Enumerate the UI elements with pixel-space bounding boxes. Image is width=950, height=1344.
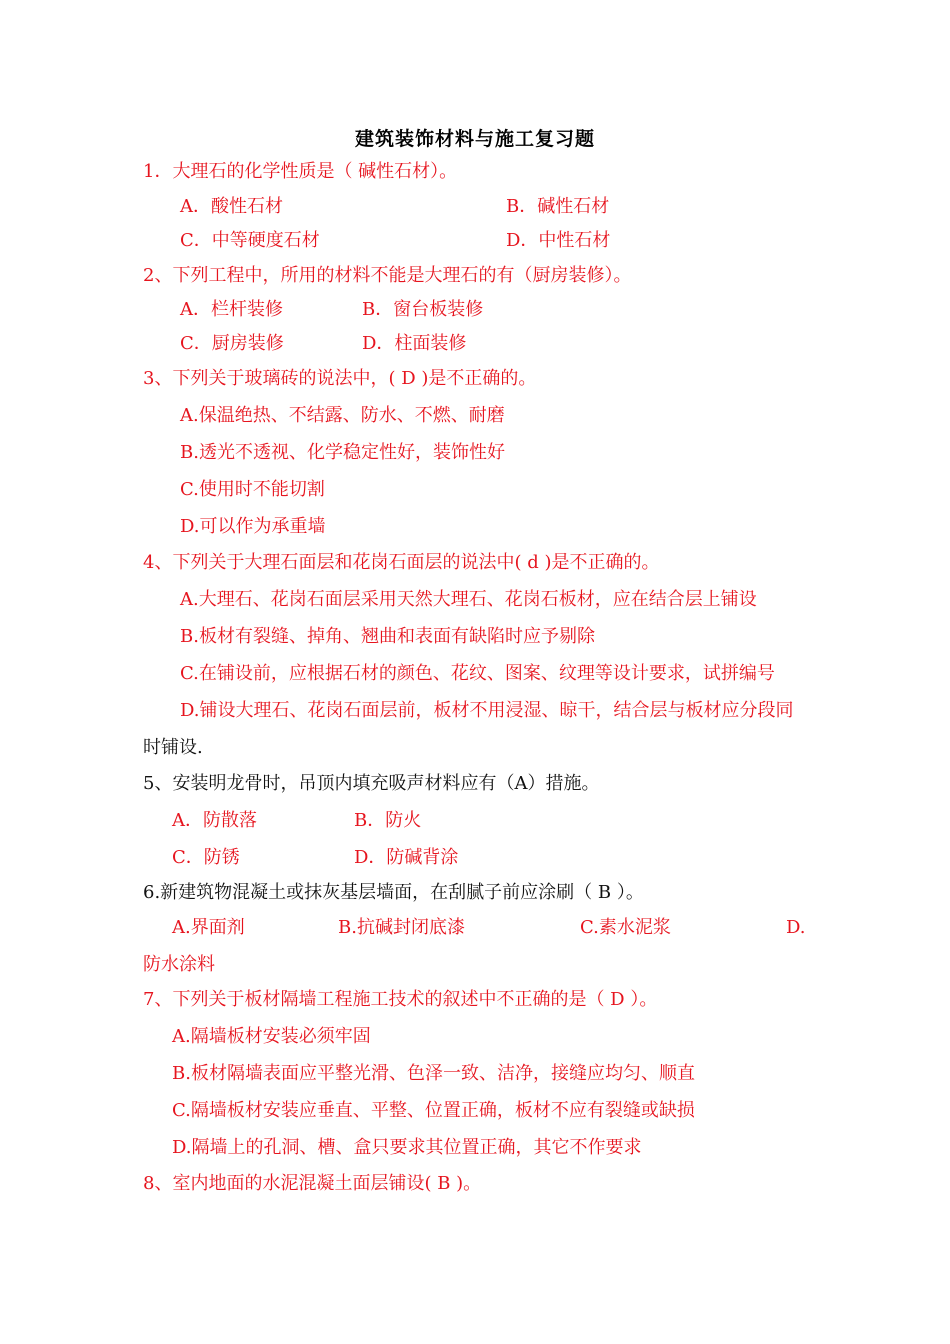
question-4-stem: 4、下列关于大理石面层和花岗石面层的说法中( d )是不正确的。 bbox=[143, 552, 660, 573]
question-3-option-d: D.可以作为承重墙 bbox=[180, 516, 326, 537]
question-5-stem: 5、安装明龙骨时，吊顶内填充吸声材料应有（A）措施。 bbox=[143, 773, 600, 794]
question-8-stem: 8、室内地面的水泥混凝土面层铺设( B )。 bbox=[143, 1173, 482, 1194]
question-1-option-d: D．中性石材 bbox=[506, 230, 611, 251]
question-6-option-d-line2: 防水涂料 bbox=[143, 954, 215, 975]
question-6-option-a: A.界面剂 bbox=[172, 917, 245, 938]
question-2-option-d: D．柱面装修 bbox=[362, 333, 467, 354]
question-5-option-a: A．防散落 bbox=[172, 810, 257, 831]
question-3-option-b: B.透光不透视、化学稳定性好，装饰性好 bbox=[180, 442, 505, 463]
question-7-option-d: D.隔墙上的孔洞、槽、盒只要求其位置正确，其它不作要求 bbox=[172, 1137, 642, 1158]
question-5-option-c: C．防锈 bbox=[172, 847, 240, 868]
question-7-option-a: A.隔墙板材安装必须牢固 bbox=[172, 1026, 371, 1047]
question-2-option-b: B．窗台板装修 bbox=[362, 299, 484, 320]
question-4-option-d-line2: 时铺设. bbox=[143, 737, 203, 758]
question-2-option-a: A．栏杆装修 bbox=[180, 299, 283, 320]
question-4-option-d-line1: D.铺设大理石、花岗石面层前，板材不用浸湿、晾干，结合层与板材应分段同 bbox=[180, 700, 794, 721]
question-4-option-a: A.大理石、花岗石面层采用天然大理石、花岗石板材，应在结合层上铺设 bbox=[180, 589, 757, 610]
question-1-option-c: C．中等硬度石材 bbox=[180, 230, 320, 251]
question-3-option-c: C.使用时不能切割 bbox=[180, 479, 325, 500]
question-6-option-d-line1: D. bbox=[786, 917, 806, 938]
question-1-option-b: B．碱性石材 bbox=[506, 196, 610, 217]
question-6-option-b: B.抗碱封闭底漆 bbox=[338, 917, 465, 938]
question-3-option-a: A.保温绝热、不结露、防水、不燃、耐磨 bbox=[180, 405, 505, 426]
document-title: 建筑装饰材料与施工复习题 bbox=[354, 128, 595, 150]
question-3-stem: 3、下列关于玻璃砖的说法中，( D )是不正确的。 bbox=[143, 368, 537, 389]
question-7-option-b: B.板材隔墙表面应平整光滑、色泽一致、洁净，接缝应均匀、顺直 bbox=[172, 1063, 695, 1084]
question-5-option-d: D．防碱背涂 bbox=[354, 847, 459, 868]
question-4-option-c: C.在铺设前，应根据石材的颜色、花纹、图案、纹理等设计要求，试拼编号 bbox=[180, 663, 775, 684]
question-6-option-c: C.素水泥浆 bbox=[580, 917, 671, 938]
question-1-stem: 1．大理石的化学性质是（ 碱性石材）。 bbox=[143, 161, 458, 182]
question-5-option-b: B．防火 bbox=[354, 810, 422, 831]
question-2-option-c: C．厨房装修 bbox=[180, 333, 284, 354]
question-1-option-a: A．酸性石材 bbox=[180, 196, 283, 217]
question-7-stem: 7、下列关于板材隔墙工程施工技术的叙述中不正确的是（ D ）。 bbox=[143, 989, 658, 1010]
question-6-stem: 6.新建筑物混凝土或抹灰基层墙面，在刮腻子前应涂刷（ B ）。 bbox=[143, 882, 644, 903]
question-2-stem: 2、下列工程中，所用的材料不能是大理石的有（厨房装修）。 bbox=[143, 265, 632, 286]
question-7-option-c: C.隔墙板材安装应垂直、平整、位置正确，板材不应有裂缝或缺损 bbox=[172, 1100, 695, 1121]
question-4-option-b: B.板材有裂缝、掉角、翘曲和表面有缺陷时应予剔除 bbox=[180, 626, 595, 647]
